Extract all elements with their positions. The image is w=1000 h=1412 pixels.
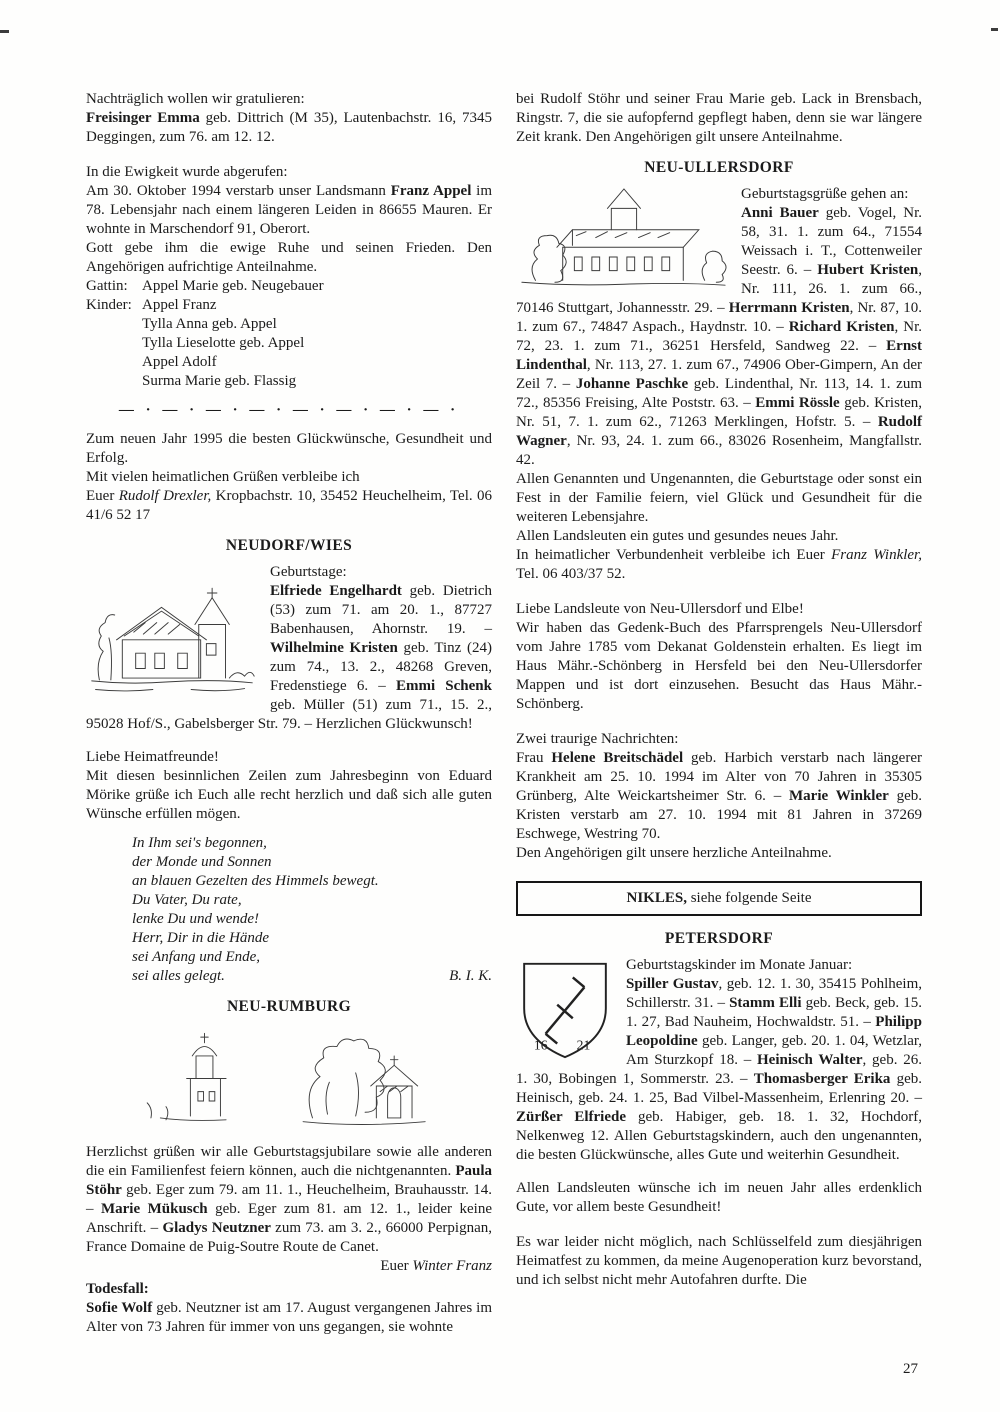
family-label: Gattin:: [86, 278, 128, 294]
two-column-layout: [86, 90, 922, 1337]
belated-congrats-section: [86, 90, 492, 147]
poem-line: sei alles gelegt.: [132, 968, 225, 984]
neudorf-birthdays: Elfriede Engelhardt geb. Dietrich (53) zum 71. am 20. 1., 87727 Babenhausen, Ahornstr. 19. – Wilhelmine Kristen geb. Tinz (24) zum 74., 13. 2., 48268 Greven, Fredenstiege 6. – Emmi Schenk geb. Müller (51) zum 71., 15. 2., 95028 Hof/S., Gabelsberger Str. 79. – Herzlichen Glückwunsch!: [86, 583, 492, 732]
ullersdorf-section: [516, 185, 922, 470]
obituary-condolence: Gott gebe ihm die ewige Ruhe und seinen Frieden. Den Angehörigen aufrichtige Anteilnahme.: [86, 240, 492, 275]
section-heading-neudorf-wies: NEUDORF/WIES: [225, 537, 353, 554]
neudorf-intro: Geburtstage:: [270, 564, 347, 580]
shield-year-right: 21: [576, 1037, 591, 1053]
poem-line: sei Anfang und Ende,: [132, 949, 261, 965]
poem-line: an blauen Gezelten des Himmels bewegt.: [132, 873, 379, 889]
petersdorf-shield-illustration: [516, 958, 614, 1063]
rumburg-signature: Euer Winter Franz: [380, 1258, 492, 1274]
page-number: 27: [903, 1361, 918, 1377]
heimatfreunde-section: [86, 748, 492, 824]
rumburg-church-illustration: [124, 1024, 454, 1132]
family-child: Tylla Lieselotte geb. Appel: [142, 335, 305, 351]
scan-artifact: [991, 28, 998, 31]
scan-artifact: [0, 30, 9, 33]
family-label: Kinder:: [86, 297, 132, 313]
obituary-intro: In die Ewigkeit wurde abgerufen:: [86, 164, 288, 180]
poem-line: Herr, Dir in die Hände: [132, 930, 270, 946]
heimatfreunde-text: Mit diesen besinnlichen Zeilen zum Jahresbeginn von Eduard Mörike grüße ich Euch alle recht herzlich und daß sich alle guten Wünsche erfüllen mögen.: [86, 768, 492, 822]
poem-line: lenke Du und wende!: [132, 911, 260, 927]
ullersdorf-wishes: Allen Genannten und Ungenannten, die Geburtstage oder sonst ein Fest in der Familie feiern, viel Glück und Gesundheit für die weiteren Lebensjahre.: [516, 471, 922, 525]
ullersdorf-newyear: Allen Landsleuten ein gutes und gesundes neues Jahr.: [516, 528, 839, 544]
sad-news-intro: Zwei traurige Nachrichten:: [516, 731, 679, 747]
ullersdorf-church-illustration: [516, 187, 729, 292]
family-row-gattin: [86, 277, 492, 296]
newyear-signature: Euer Rudolf Drexler, Kropbachstr. 10, 35452 Heuchelheim, Tel. 06 41/6 52 17: [86, 488, 492, 523]
ullersdorf-signature: In heimatlicher Verbundenheit verbleibe ich Euer Franz Winkler, Tel. 06 403/37 52.: [516, 547, 922, 582]
rumburg-birthdays: Herzlichst grüßen wir alle Geburtstagsjubilare sowie alle anderen die ein Familienfest feiern können, auch die nichtgenannten. Paula Stöhr geb. Eger zum 79. am 11. 1., Heuchelheim, Brauhausstr. 14. – Marie Mükusch geb. Eger zum 81. am 12. 1., leider keine Anschrift. – Gladys Neutzner zum 73. am 3. 2., 66000 Perpignan, France Domaine de Puig-Soutre Route de Canet.: [86, 1144, 492, 1255]
gedenkbuch-intro: Liebe Landsleute von Neu-Ullersdorf und Elbe!: [516, 601, 804, 617]
newyear-section: [86, 430, 492, 525]
gedenkbuch-text: Wir haben das Gedenk-Buch des Pfarrsprengels Neu-Ullersdorf vom Jahre 1785 vom Dekanat Goldenstein erhalten. Es liegt im Haus Mähr.-Schönberg in Hersfeld bei den Neu-Ullersdorfer Mappen und ist dort einzusehen. Besucht das Haus Mähr.-Schönberg.: [516, 620, 922, 712]
newyear-text: Zum neuen Jahr 1995 die besten Glückwünsche, Gesundheit und Erfolg.: [86, 431, 492, 466]
poem-line: der Monde und Sonnen: [132, 854, 272, 870]
newyear-greeting: Mit vielen heimatlichen Grüßen verbleibe ich: [86, 469, 360, 485]
ullersdorf-birthdays: Anni Bauer geb. Vogel, Nr. 58, 31. 1. zum 64., 71554 Weissach i. T., Cottenweiler Seestr. 6. – Hubert Kristen, Nr. 111, 26. 1. zum 66., 70146 Stuttgart, Johannesstr. 29. – Herrmann Kristen, Nr. 87, 10. 1. zum 67., 74847 Aspach., Haydnstr. 10. – Richard Kristen, Nr. 72, 23. 1. zum 71., 36251 Hersfeld, Sandweg 22. – Ernst Lindenthal, Nr. 113, 27. 1. zum 67., 74906 Ober-Gimpern, An der Zeil 7. – Johanne Paschke geb. Lindenthal, Nr. 113, 14. 1. zum 72., 85356 Freising, Alte Poststr. 63. – Emmi Rössle geb. Kristen, Nr. 51, 7. 1. zum 62., 71263 Merklingen, Hofstr. 5. – Rudolf Wagner, Nr. 93, 24. 1. zum 66., 83026 Rosenheim, Mangfallstr. 42.: [516, 205, 923, 468]
right-column: [516, 90, 922, 1337]
family-child: Surma Marie geb. Flassig: [142, 373, 297, 389]
poem: [132, 834, 492, 986]
poem-last-line: [132, 967, 492, 986]
todesfall-text: Sofie Wolf geb. Neutzner ist am 17. August vergangenen Jahres im Alter von 73 Jahren für immer von uns gegangen, sie wohnte: [86, 1300, 493, 1335]
section-heading-neu-ullersdorf: NEU-ULLERSDORF: [644, 159, 794, 176]
family-child: Tylla Anna geb. Appel: [142, 316, 277, 332]
sad-news-section: [516, 730, 922, 863]
petersdorf-closing: Es war leider nicht möglich, nach Schlüsselfeld zum diesjährigen Heimatfest zu kommen, da meine Augenoperation kurz bevorstand, und ich selbst nicht mehr Autofahren durfte. Die: [516, 1234, 922, 1288]
nikles-notice-box: NIKLES, siehe folgende Seite: [516, 881, 922, 916]
petersdorf-newyear: Allen Landsleuten wünsche ich im neuen Jahr alles erdenklich Gute, vor allem beste Gesundheit!: [516, 1180, 922, 1215]
dash-dot-divider: — · — · — · — · — · — · — · — ·: [118, 402, 460, 418]
petersdorf-birthdays: Spiller Gustav, geb. 12. 1. 30, 35415 Pohlheim, Schillerstr. 31. – Stamm Elli geb. Beck, geb. 15. 1. 27, Bad Nauheim, Hochwaldstr. 51. – Philipp Leopoldine geb. Langer, geb. 20. 1. 04, Wetzlar, Am Sturzkopf 18. – Heinisch Walter, geb. 26. 1. 30, Bobingen 1, Sommerstr. 23. – Thomasberger Erika geb. Heinisch, geb. 24. 1. 25, Bad Vilbel-Massenheim, Erlenring 20. – Zürßer Elfriede geb. Habiger, geb. 18. 1. 32, Hochdorf, Nelkenweg 12. Allen Geburtstagskindern, auch den ungenannten, die besten Glückwünsche, alles Gute und weiterhin Gesundheit.: [516, 976, 922, 1163]
family-row-kinder: [86, 296, 492, 315]
poem-line: Du Vater, Du rate,: [132, 892, 242, 908]
section-heading-neu-rumburg: NEU-RUMBURG: [226, 998, 352, 1015]
petersdorf-intro: Geburtstagskinder im Monate Januar:: [626, 957, 853, 973]
neudorf-section: [86, 563, 492, 734]
shield-year-left: 16: [533, 1037, 548, 1053]
sad-news-condolence: Den Angehörigen gilt unsere herzliche Anteilnahme.: [516, 845, 832, 861]
todesfall-label: Todesfall:: [86, 1281, 149, 1297]
continuation-text: bei Rudolf Stöhr und seiner Frau Marie geb. Lack in Brensbach, Ringstr. 7, die sie aufopfernd gepflegt haben, denn sie war längere Zeit krank. Den Angehörigen gilt unsere Anteilnahme.: [516, 91, 922, 145]
obituary-text: Am 30. Oktober 1994 verstarb unser Landsmann Franz Appel im 78. Lebensjahr nach einem längeren Leiden in 86655 Mauren. Er wohnte in Marschendorf 91, Oberort.: [86, 183, 493, 237]
heimatfreunde-intro: Liebe Heimatfreunde!: [86, 749, 219, 765]
family-value: Appel Marie geb. Neugebauer: [142, 278, 324, 294]
obituary-section: [86, 163, 492, 391]
poem-attribution: B. I. K.: [449, 968, 492, 984]
left-column: [86, 90, 492, 1337]
petersdorf-section: [516, 956, 922, 1165]
rumburg-illustrations: [86, 1024, 492, 1137]
congrats-intro: Nachträglich wollen wir gratulieren:: [86, 91, 305, 107]
congrats-text: Freisinger Emma geb. Dittrich (M 35), Lautenbachstr. 16, 7345 Deggingen, zum 76. am 12. 12.: [86, 110, 492, 145]
family-value: Appel Franz: [142, 297, 217, 313]
sad-news-text: Frau Helene Breitschädel geb. Harbich verstarb nach längerer Krankheit am 25. 10. 1994 im Alter von 70 Jahren in 35305 Grünberg, Alte Weickartsheimer Str. 6. – Marie Winkler geb. Kristen verstarb am 27. 10. 1994 mit 81 Jahren in 37269 Eschwege, Westring 70.: [516, 750, 922, 842]
gedenkbuch-section: [516, 600, 922, 714]
poem-line: In Ihm sei's begonnen,: [132, 835, 267, 851]
section-heading-petersdorf: PETERSDORF: [664, 930, 774, 947]
ullersdorf-intro: Geburtstagsgrüße gehen an:: [741, 186, 909, 202]
family-child: Appel Adolf: [142, 354, 217, 370]
neudorf-church-illustration: [86, 565, 258, 707]
